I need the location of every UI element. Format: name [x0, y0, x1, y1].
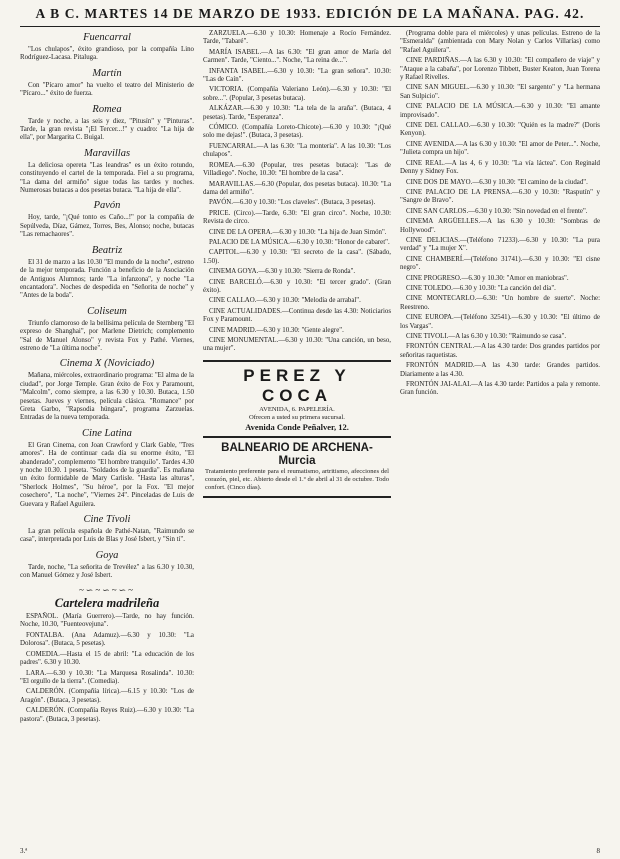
section-cinema-x [20, 358, 194, 422]
listing-entry: CINE AVENIDA.—A las 6.30 y 10.30: "El amor de Peter...". Noche, "Julieta compra un hijo". [400, 140, 600, 157]
section-pavon [20, 200, 194, 239]
listing-entry: CINE TOLEDO.—6.30 y 10.30: "La canción del día". [406, 284, 556, 292]
section-text: Con "Pícaro amor" ha vuelto el teatro del Ministerio de "Pícaro..." éxito de fuerza. [20, 81, 194, 98]
section-coliseum [20, 306, 194, 354]
advertisement-balneario [203, 438, 391, 498]
listing-entry: FONTALBA. (Ana Adamuz).—6.30 y 10.30: "La Dolorosa". (Butaca, 5 pesetas). [20, 631, 194, 648]
footer-right-mark: 8 [596, 847, 600, 855]
listing-entry: CINEMA ARGÜELLES.—A las 6.30 y 10.30: "Sombras de Hollywood". [400, 218, 600, 234]
section-text: La deliciosa opereta "Las leandras" es un éxito rotundo, constituyendo el cartel de la temporada. Fiel a su programa, "La dama del armiño" sigue todas las tardes y noches. Numerosas butacas a dos pesetas butaca. "La hija de ella". [20, 161, 194, 195]
listing-entry: CINE SAN CARLOS.—6.30 y 10.30: "Sin novedad en el frente". [406, 207, 588, 215]
listing-entry: MARÍA ISABEL.—A las 6.30: "El gran amor de María del Carmen". Tarde, "Ciento...". Noche, "La reina de...". [203, 48, 391, 65]
advertisement-perez-coca [203, 360, 391, 438]
footer-left-mark: 3.ª [20, 847, 28, 855]
section-title: Beatriz [91, 244, 123, 256]
listing-entry: LARA.—6.30 y 10.30: "La Marquesa Rosalinda". 10.30: "El orgullo de la tierra". (Comedia). [20, 669, 194, 685]
section-text: El Gran Cinema, con Joan Crawford y Clark Gable, "Tres amores". Ha de continuar cada día su enorme éxito, "El abanderado", complemento "El hombre tranquilo". Tardes 4.30 y noche 10.30. 1 peseta. "Soldados de la guardia". Es mañana un éxito formidable de Mary Carlisle. "Hasta las alturas", "Sherlock Holmes", "Su héroe", por la Fox. "El mejor cosechero", "La noche", "Viernes 24". Pinceladas de Luis de Guevara y Rafael Aguilera. [20, 441, 194, 508]
listing-entry: CINE CHAMBERÍ.—(Teléfono 31741).—6.30 y 10.30: "El cisne negro". [400, 255, 600, 272]
listing-entry: CINE MONTECARLO.—6.30: "Un hombre de suerte". Noche: Reestreno. [400, 295, 600, 311]
listing-entry: VICTORIA. (Compañía Valeriano León).—6.30 y 10.30: "El sobre...". (Popular, 3 pesetas butaca). [203, 86, 391, 102]
section-beatriz [20, 245, 194, 301]
section-text: La gran película española de Pathé-Natan, "Raimundo se casa", interpretada por Luis de Blas y José Isbert, y "Sin ti". [20, 528, 194, 544]
listing-entry: ROMEA.—6.30 (Popular, tres pesetas butaca): "Las de Villadiego". Noche, 10.30: "El hombre de la casa". [203, 161, 391, 178]
listing-entry: CINE EUROPA.—(Teléfono 32541).—6.30 y 10.30: "El último de los Vargas". [400, 314, 600, 330]
listing-entry: INFANTA ISABEL.—6.30 y 10.30: "La gran señora". 10.30: "Las de Caín". [203, 67, 391, 84]
ad-title: BALNEARIO DE ARCHENA-Murcia [221, 441, 373, 467]
listing-entry: COMEDIA.—Hasta el 15 de abril: "La educación de los padres". 6.30 y 10.30. [20, 650, 194, 667]
column-middle [203, 30, 391, 850]
section-fuencarral [20, 32, 194, 63]
listing-entry: CINE BARCELÓ.—6.30 y 10.30: "El tercer grado". (Gran éxito). [203, 278, 391, 294]
section-title: Coliseum [87, 305, 127, 317]
listing-entry: CINE MADRID.—6.30 y 10.30: "Gente alegre". [209, 326, 344, 334]
listing-entry: CINE TIVOLI.—A las 6.30 y 10.30: "Raimundo se casa". [406, 333, 567, 340]
listing-entry: CINEMA GOYA.—6.30 y 10.30: "Sierra de Ronda". [209, 268, 356, 276]
section-title: Fuencarral [83, 32, 131, 43]
section-title: Cinema X (Noviciado) [59, 358, 155, 370]
page-header: A B C. MARTES 14 DE MARZO DE 1933. EDICIÓN DE LA MAÑANA. PAG. 42. [35, 6, 585, 21]
section-text: Tarde y noche, a las seis y diez, "Pitusín" y "Pinturas". Tarde, la gran revista "¡El Tercer...!" y cuadro: "La hija de ella", por Margarita C. Buigal. [20, 117, 194, 142]
listing-entry: CINE PARDIÑAS.—A las 6.30 y 10.30: "El compañero de viaje" y "Ataque a la cabaña", por Lorenzo Tibbett, Buster Keaton, Juan Torena y Rafael Rivelles. [400, 57, 600, 82]
listing-entry: ESPAÑOL. (María Guerrero).—Tarde, no hay función. Noche, 10.30, "Fuenteovejuna". [20, 613, 194, 629]
listing-entry: CINE DEL CALLAO.—6.30 y 10.30: "Quién es la madre?" (Doris Kenyon). [400, 122, 600, 138]
section-text: Hoy, tarde, "¡Qué tonto es Caño...!" por la compañía de Sepúlveda, Díaz, Gámez, Torres, Bes, Alonso; noche, butacas "Las remachaores". [20, 214, 194, 239]
ad-line: Ofrecen a usted su primera sucursal. [249, 413, 345, 421]
listing-entry: ALKÁZAR.—6.30 y 10.30: "La tela de la araña". (Butaca, 4 pesetas). Tarde, "Esperanza". [203, 105, 391, 121]
listing-entry: CINE PALACIO DE LA MÚSICA.—6.30 y 10.30: "El amante improvisado". [400, 103, 600, 119]
section-title: Romea [92, 103, 122, 115]
listing-entry: CINE ACTUALIDADES.—Continua desde las 4.30: Noticiarios Fox y Paramount. [203, 307, 391, 324]
listing-entry: CINE SAN MIGUEL.—6.30 y 10.30: "El sargento" y "La hermana San Sulpicio". [400, 84, 600, 100]
listing-entry: FRONTÓN MADRID.—A las 4.30 tarde: Grandes partidos. Diariamente a las 4.30. [400, 362, 600, 378]
listing-entry: MARAVILLAS.—6.30 (Popular, dos pesetas butaca). 10.30: "La dama del armiño". [203, 180, 391, 196]
listing-entry: CINE DE LA OPERA.—6.30 y 10.30: "La hija de Juan Simón". [209, 228, 387, 236]
column-right [400, 30, 600, 850]
listing-entry: FRONTÓN JAI-ALAI.—A las 4.30 tarde: Partidos a pala y remonte. Gran función. [400, 381, 600, 397]
listing-entry: CALDERÓN. (Compañía lírica).—6.15 y 10.30: "Los de Aragón". (Butaca, 3 pesetas). [20, 688, 194, 704]
listing-entry: CAPITOL.—6.30 y 10.30: "El secreto de la casa". (Sábado, 1.50). [203, 249, 391, 265]
cartelera-title: Cartelera madrileña [54, 596, 160, 611]
listing-entry: CINE PROGRESO.—6.30 y 10.30: "Amor en maniobras". [406, 274, 569, 282]
section-title: Martín [92, 67, 122, 79]
listing-entry: FRONTÓN CENTRAL.—A las 4.30 tarde: Dos grandes partidos por señoritas raquetistas. [400, 343, 600, 359]
listing-entry: CINE REAL.—A las 4, 6 y 10.30: "La vía láctea". Con Reginald Denny y Sidney Fox. [400, 159, 600, 176]
listing-entry: PALACIO DE LA MÚSICA.—6.30 y 10.30: "Honor de cabaret". [209, 238, 390, 246]
section-text: El 31 de marzo a las 10.30 "El mundo de la noche", estreno de la mejor temporada. Función a beneficio de la Asociación de Antiguos Alumnos; tarde "La infanzona", y noche "La encantadora". Noches de despedida en "Señorita de noche" y "Antes de la boda". [20, 258, 194, 300]
listing-entry: PAVÓN.—6.30 y 10.30: "Los claveles". (Butaca, 3 pesetas). [209, 199, 376, 207]
listing-entry: CINE PALACIO DE LA PRENSA.—6.30 y 10.30: "Rasputín" y "Sangre de Bravo". [400, 188, 600, 205]
section-martin [20, 68, 194, 99]
section-text: "Los chulapos", éxito grandioso, por la compañía Lino Rodríguez-Lacasa. Pitaluga. [20, 46, 194, 62]
ad-title: PEREZ Y COCA [243, 365, 351, 405]
section-title: Pavón [93, 200, 121, 212]
header-rule [20, 26, 600, 27]
section-title: Cine Latina [82, 427, 132, 439]
listing-entry: CINE MONUMENTAL.—6.30 y 10.30: "Una canción, un beso, una mujer". [203, 337, 391, 353]
listing-entry: FUENCARRAL.—A las 6.30: "La montería". A las 10.30: "Los chulapos". [203, 142, 391, 159]
listing-entry: ZARZUELA.—6.30 y 10.30: Homenaje a Rocío Fernández. Tarde, "Tabaré". [203, 30, 391, 46]
section-title: Goya [95, 549, 119, 561]
section-text: Mañana, miércoles, extraordinario programa: "El alma de la ciudad", por Jorge Temple. Gran éxito de Fox y Paramount, "Malcolm", como siempre, a las 6.30 y 10.30. Butaca, 1.50 pesetas. Jueves y viernes, película clásica. "Romance" por Greta Garbo, "Rapsodia húngara", programa Zarzuelas. Entradas de la nueva temporada. [20, 372, 194, 422]
listing-entry: CINE CALLAO.—6.30 y 10.30: "Melodía de arrabal". [209, 297, 361, 305]
section-maravillas [20, 148, 194, 196]
column-left [20, 30, 194, 850]
listing-entry: CINE DELICIAS.—(Teléfono 71233).—6.30 y 10.30: "La pura verdad" y "La mujer X". [400, 236, 600, 253]
section-goya [20, 550, 194, 581]
listing-entry: CÓMICO. (Compañía Loreto-Chicote).—6.30 y 10.30: "¡Qué solo me dejas!". (Butaca, 3 pesetas). [203, 124, 391, 140]
section-text: Tarde, noche, "La señorita de Trevélez" a las 6.30 y 10.30, con Manuel Gómez y José Isbert. [20, 563, 194, 580]
section-text: Triunfo clamoroso de la bellísima película de Sternberg "El expreso de Shanghai", por Marlene Dietrich; complemento "Sal de Manuel Alonso" y revista Fox y Pathé. Viernes, estreno de "La última noche". [20, 319, 194, 352]
ad-line: AVENIDA, 6. PAPELERÍA. [259, 405, 335, 413]
section-romea [20, 104, 194, 143]
ad-text: Tratamiento preferente para el reumatismo, artritismo, afecciones del corazón, piel, etc. Abierto desde el 1.º de abril al 31 de octubre. Todo confort. (Cinco días). [205, 467, 389, 491]
section-title: Maravillas [83, 147, 131, 159]
section-cine-latina [20, 428, 194, 509]
listing-entry: (Programa doble para el miércoles) y unas películas. Estreno de la "Esmeralda" (ambientada con Mary Nolan y Carlos Villarías) como "Rafael Aguilera". [400, 30, 600, 54]
ornament-divider: ~∽~∽~∽~ [78, 584, 136, 595]
listing-entry: CALDERÓN. (Compañía Reyes Ruiz).—6.30 y 10.30: "La pastora". (Butaca, 3 pesetas). [20, 707, 194, 723]
listing-entry: PRICE. (Circo).—Tarde, 6.30: "El gran circo". Noche, 10.30: Revista de circo. [203, 209, 391, 226]
ad-address: Avenida Conde Peñalver, 12. [245, 421, 349, 432]
listing-entry: CINE DOS DE MAYO.—6.30 y 10.30: "El camino de la ciudad". [406, 178, 588, 186]
section-cine-tivoli [20, 514, 194, 545]
section-title: Cine Tívoli [83, 514, 131, 526]
